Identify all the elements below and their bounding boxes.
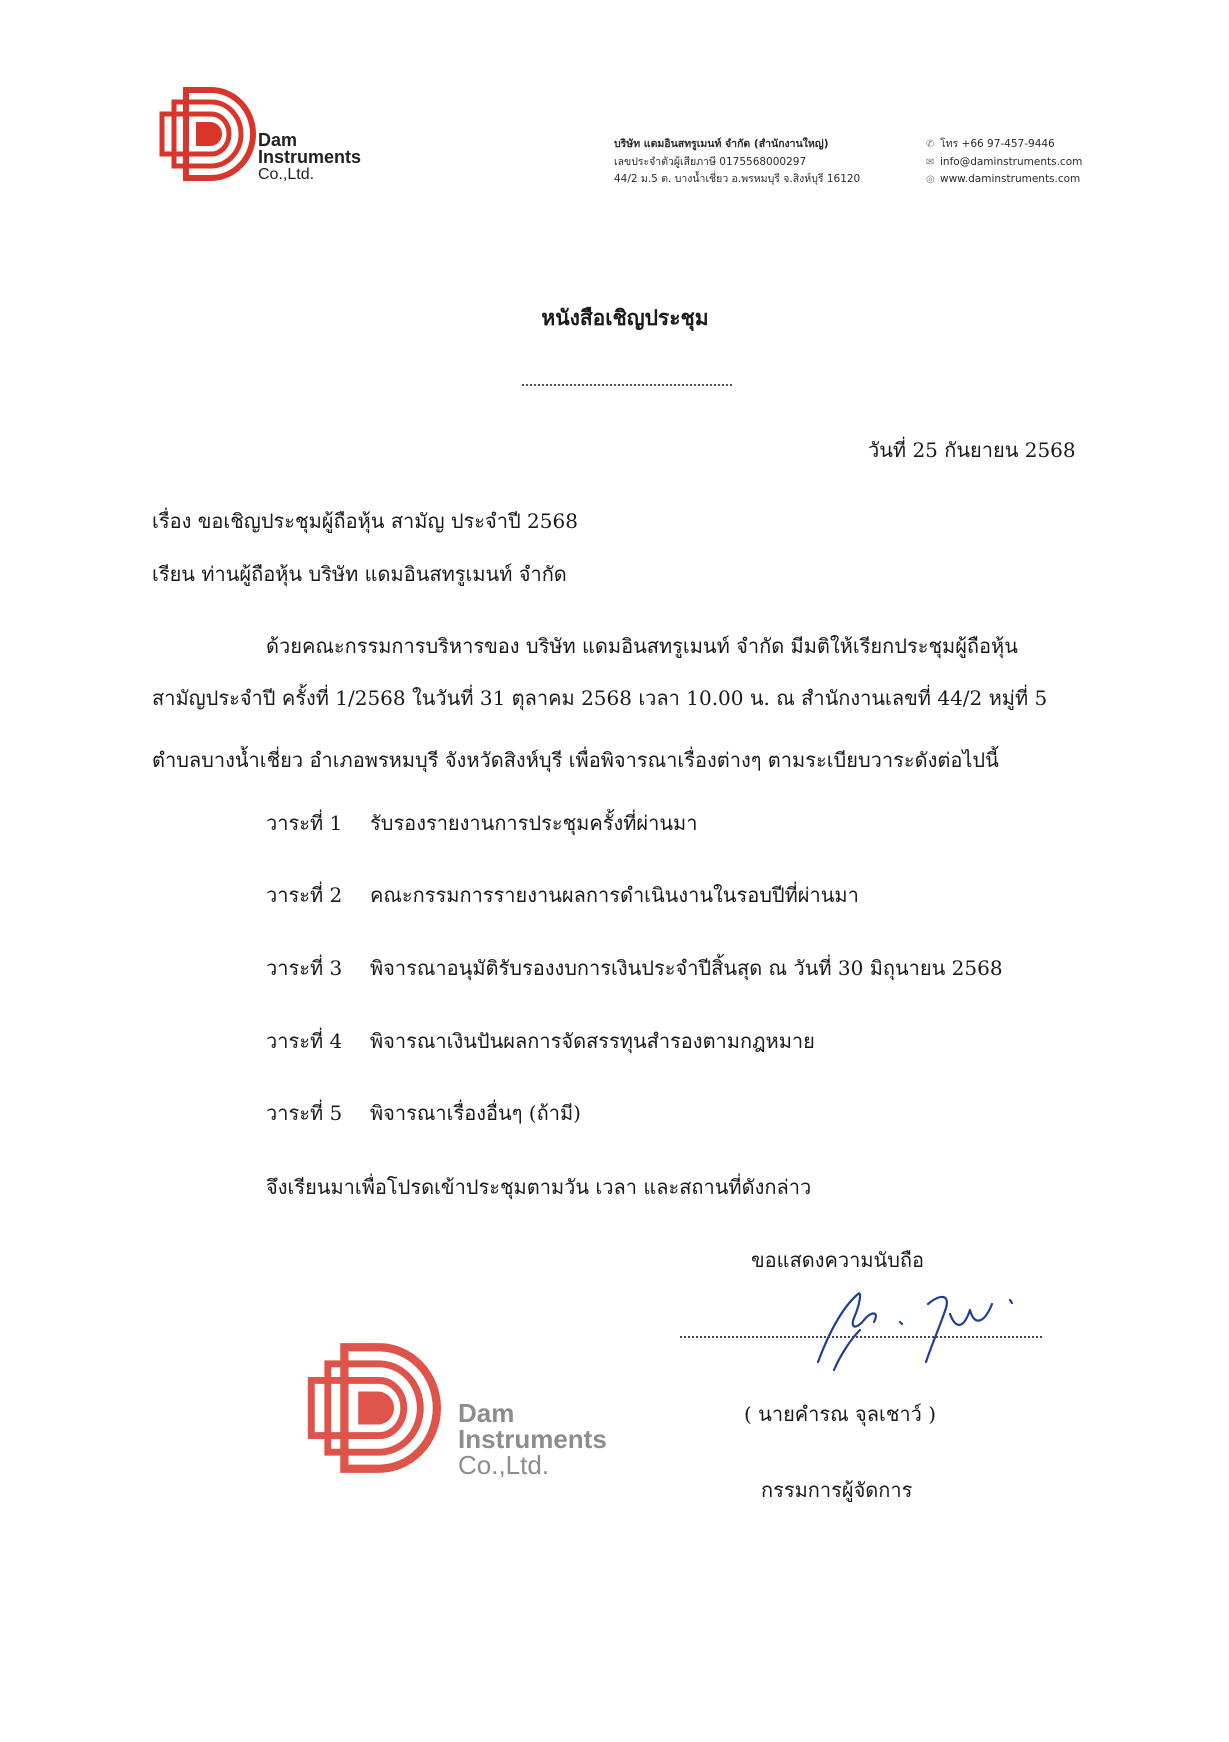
agenda-number: วาระที่ 2: [266, 883, 343, 907]
letter-title: หนังสือเชิญประชุม: [541, 306, 709, 330]
company-address: 44/2 ม.5 ต. บางน้ำเชี่ยว อ.พรหมบุรี จ.สิงห์บุรี 16120: [614, 173, 861, 185]
signatory-position: กรรมการผู้จัดการ: [761, 1478, 913, 1502]
stamp-line-1: Dam: [458, 1398, 515, 1428]
logo-line-3: Co.,Ltd.: [258, 166, 315, 183]
letter-date: วันที่ 25 กันยายน 2568: [868, 438, 1076, 462]
agenda-number: วาระที่ 1: [266, 811, 343, 835]
mail-icon: ✉: [926, 156, 935, 168]
title-divider: [522, 384, 732, 386]
signatory-name: ( นายคำรณ จุลเชาว์ ): [744, 1402, 937, 1426]
contact-email: info@daminstruments.com: [940, 155, 1083, 168]
logo-line-2: Instruments: [258, 147, 362, 167]
company-stamp-logo: [303, 1335, 441, 1481]
body-line-3: ตำบลบางน้ำเชี่ยว อำเภอพรหมบุรี จังหวัดสิงห์บุรี เพื่อพิจารณาเรื่องต่างๆ ตามระเบียบวาระดังต่อไปนี้: [152, 748, 999, 772]
globe-icon: ◎: [926, 174, 935, 185]
company-logo-text: [258, 132, 361, 183]
body-line-1: ด้วยคณะกรรมการบริหารของ บริษัท แดมอินสทรูเมนท์ จำกัด มีมติให้เรียกประชุมผู้ถือหุ้น: [266, 634, 1018, 658]
stamp-line-3: Co.,Ltd.: [458, 1450, 550, 1480]
letter-subject: เรื่อง ขอเชิญประชุมผู้ถือหุ้น สามัญ ประจำปี 2568: [152, 509, 578, 533]
handwritten-signature: [800, 1270, 1060, 1380]
agenda-number: วาระที่ 4: [266, 1029, 343, 1053]
signature-line: [680, 1336, 1042, 1338]
closing-line: จึงเรียนมาเพื่อโปรดเข้าประชุมตามวัน เวลา และสถานที่ดังกล่าว: [266, 1175, 812, 1199]
letter-recipient: เรียน ท่านผู้ถือหุ้น บริษัท แดมอินสทรูเมนท์ จำกัด: [152, 562, 567, 586]
company-logo: [156, 82, 256, 186]
company-tax-id: เลขประจำตัวผู้เสียภาษี 0175568000297: [614, 155, 807, 168]
logo-line-1: Dam: [258, 130, 298, 150]
contact-phone: โทร +66 97-457-9446: [940, 138, 1055, 150]
contact-website: www.daminstruments.com: [940, 173, 1081, 185]
agenda-text: คณะกรรมการรายงานผลการดำเนินงานในรอบปีที่ผ่านมา: [370, 883, 859, 907]
stamp-line-2: Instruments: [458, 1424, 607, 1454]
agenda-number: วาระที่ 3: [266, 956, 343, 980]
company-name: บริษัท แดมอินสทรูเมนท์ จำกัด (สำนักงานใหญ่): [614, 138, 829, 150]
contact-info: [926, 136, 1082, 189]
agenda-text: พิจารณาเรื่องอื่นๆ (ถ้ามี): [370, 1101, 581, 1125]
company-stamp-text: [458, 1400, 607, 1478]
agenda-text: พิจารณาเงินปันผลการจัดสรรทุนสำรองตามกฎหมาย: [370, 1029, 815, 1053]
agenda-text: พิจารณาอนุมัติรับรองงบการเงินประจำปีสิ้นสุด ณ วันที่ 30 มิถุนายน 2568: [370, 956, 1003, 980]
regards-text: ขอแสดงความนับถือ: [751, 1248, 925, 1272]
agenda-number: วาระที่ 5: [266, 1101, 343, 1125]
phone-icon: ✆: [926, 139, 935, 150]
company-info: [614, 136, 860, 189]
agenda-text: รับรองรายงานการประชุมครั้งที่ผ่านมา: [370, 811, 698, 835]
body-line-2: สามัญประจำปี ครั้งที่ 1/2568 ในวันที่ 31 ตุลาคม 2568 เวลา 10.00 น. ณ สำนักงานเลขที่ 44/2 หมู่ที่ 5: [152, 686, 1048, 710]
